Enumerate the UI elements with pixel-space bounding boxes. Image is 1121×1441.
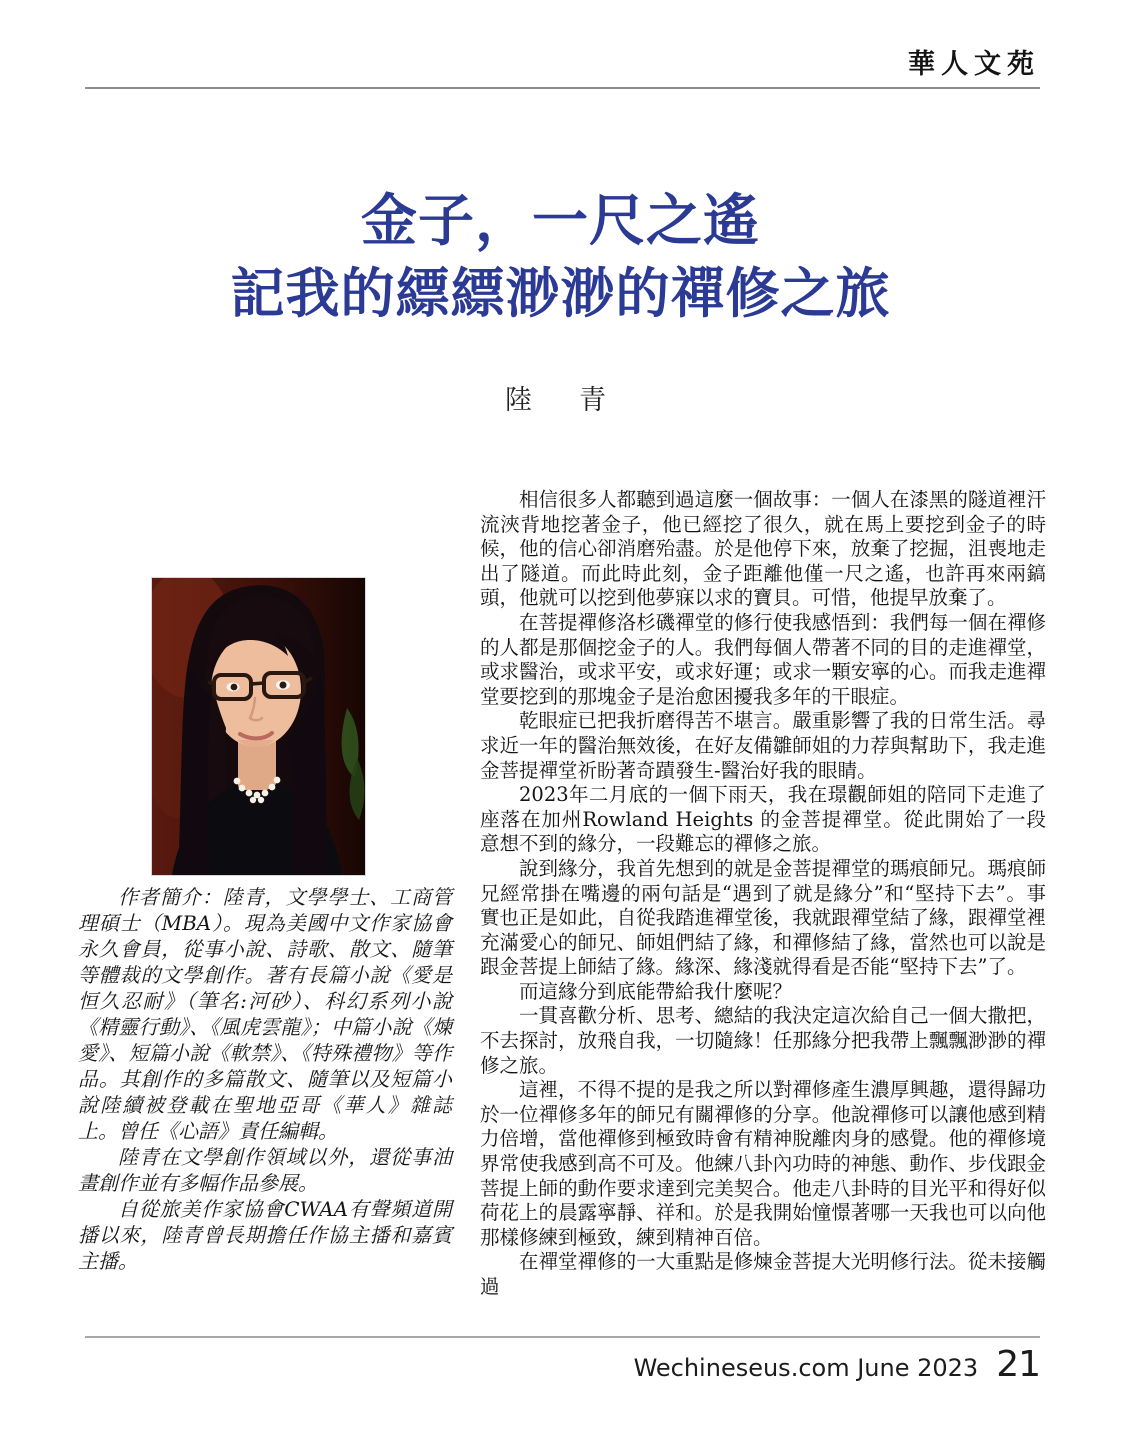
footer xyxy=(634,1344,1040,1385)
article-title-line-1: 金子，一尺之遙 xyxy=(361,189,760,254)
article-title xyxy=(0,186,1121,330)
author-byline: 陸 青 xyxy=(505,385,616,416)
author-portrait-illustration xyxy=(152,578,365,875)
footer-publication: Wechineseus.com June 2023 xyxy=(633,1354,979,1382)
body-paragraph: 在禪堂禪修的一大重點是修煉金菩提大光明修行法。從未接觸過 xyxy=(480,1250,1046,1298)
page-number: 21 xyxy=(996,1344,1040,1385)
author-bio xyxy=(78,884,452,1274)
body-paragraph: 2023年二月底的一個下雨天，我在璟觀師姐的陪同下走進了座落在加州Rowland Heights 的金菩提禪堂。從此開始了一段意想不到的緣分，一段難忘的禪修之旅。 xyxy=(480,783,1046,856)
body-paragraph: 在菩提禪修洛杉磯禪堂的修行使我感悟到：我們每一個在禪修的人都是那個挖金子的人。我們每個人帶著不同的目的走進禪堂，或求醫治，或求平安，或求好運；或求一顆安寧的心。而我走進禪堂要挖到的那塊金子是治愈困擾我多年的干眼症。 xyxy=(480,610,1046,708)
header-divider xyxy=(85,87,1040,89)
footer-divider xyxy=(85,1336,1040,1338)
bio-paragraph: 作者簡介：陸青，文學學士、工商管理碩士（MBA）。現為美國中文作家協會永久會員，從事小說、詩歌、散文、隨筆等體裁的文學創作。著有長篇小說《愛是恒久忍耐》（筆名:河砂）、科幻系列小說《精靈行動》、《風虎雲龍》；中篇小說《煉愛》、短篇小說《軟禁》、《特殊禮物》等作品。其創作的多篇散文、隨筆以及短篇小說陸續被登載在聖地亞哥《華人》雜誌上。曾任《心語》責任編輯。 xyxy=(78,885,452,1143)
bio-paragraph: 陸青在文學創作領域以外，還從事油畫創作並有多幅作品參展。 xyxy=(78,1145,452,1195)
section-header-label: 華人文苑 xyxy=(908,49,1040,80)
body-paragraph: 乾眼症已把我折磨得苦不堪言。嚴重影響了我的日常生活。尋求近一年的醫治無效後，在好友備雛師姐的力荐與幫助下，我走進金菩提禪堂祈盼著奇蹟發生-醫治好我的眼睛。 xyxy=(480,709,1046,782)
body-paragraph: 而這緣分到底能帶給我什麼呢？ xyxy=(519,979,793,1003)
article-title-line-2: 記我的縹縹渺渺的禪修之旅 xyxy=(230,262,891,325)
bio-paragraph: 自從旅美作家協會CWAA有聲頻道開播以來，陸青曾長期擔任作協主播和嘉賓主播。 xyxy=(78,1197,452,1273)
article-body xyxy=(480,488,1046,1300)
body-paragraph: 相信很多人都聽到過這麼一個故事：一個人在漆黑的隧道裡汗流浹背地挖著金子，他已經挖了很久，就在馬上要挖到金子的時候，他的信心卻消磨殆盡。於是他停下來，放棄了挖掘，沮喪地走出了隧道。而此時此刻，金子距離他僅一尺之遙，也許再來兩鎬頭，他就可以挖到他夢寐以求的寶貝。可惜，他提早放棄了。 xyxy=(480,488,1046,610)
author-photo xyxy=(152,578,365,875)
body-paragraph: 這裡，不得不提的是我之所以對禪修產生濃厚興趣，還得歸功於一位禪修多年的師兄有關禪修的分享。他說禪修可以讓他感到精力倍增，當他禪修到極致時會有精神脫離肉身的感覺。他的禪修境界常使我感到高不可及。他練八卦內功時的神態、動作、步伐跟金菩提上師的動作要求達到完美契合。他走八卦時的目光平和得好似荷花上的晨露寧靜、祥和。於是我開始憧憬著哪一天我也可以向他那樣修練到極致，練到精神百倍。 xyxy=(480,1078,1046,1249)
body-paragraph: 說到緣分，我首先想到的就是金菩提禪堂的瑪痕師兄。瑪痕師兄經常掛在嘴邊的兩句話是“遇到了就是緣分”和“堅持下去”。事實也正是如此，自從我踏進禪堂後，我就跟禪堂結了緣，跟禪堂裡充滿愛心的師兄、師姐們結了緣，和禪修結了緣，當然也可以說是跟金菩提上師結了緣。緣深、緣淺就得看是否能“堅持下去”了。 xyxy=(480,856,1046,979)
body-paragraph: 一貫喜歡分析、思考、總結的我決定這次給自己一個大撒把，不去探討，放飛自我，一切隨緣！任那緣分把我帶上飄飄渺渺的禪修之旅。 xyxy=(480,1004,1046,1077)
